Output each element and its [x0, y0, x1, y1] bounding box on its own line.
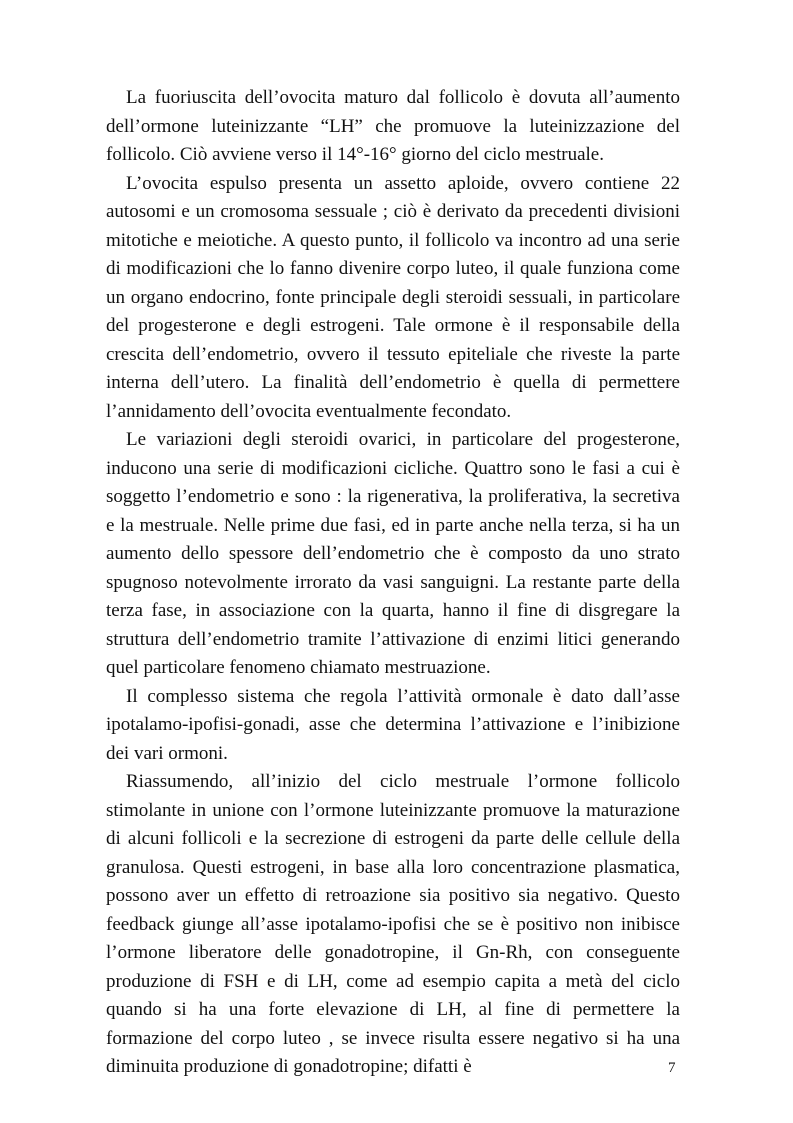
paragraph-corpus-luteum: L’ovocita espulso presenta un assetto aploide, ovvero contiene 22 autosomi e un cromosoma sessuale ; ciò è derivato da precedenti divisioni mitotiche e meiotiche. A questo punto, il follicolo va incontro ad una serie di modificazioni che lo fanno divenire corpo luteo, il quale funziona come un organo endocrino, fonte principale degli steroidi sessuali, in particolare del progesterone e degli estrogeni. Tale ormone è il responsabile della crescita dell’endometrio, ovvero il tessuto epiteliale che riveste la parte interna dell’utero. La finalità dell’endometrio è quella di permettere l’annidamento dell’ovocita eventualmente fecondato.: [106, 172, 680, 422]
paragraph-hormonal-axis: Il complesso sistema che regola l’attività ormonale è dato dall’asse ipotalamo-ipofisi-gonadi, asse che determina l’attivazione e l’inibizione dei vari ormoni.: [106, 685, 680, 764]
paragraph-endometrial-phases: Le variazioni degli steroidi ovarici, in particolare del progesterone, inducono una serie di modificazioni cicliche. Quattro sono le fasi a cui è soggetto l’endometrio e sono : la rigenerativa, la proliferativa, la secretiva e la mestruale. Nelle prime due fasi, ed in parte anche nella terza, si ha un aumento dello spessore dell’endometrio che è composto da uno strato spugnoso notevolmente irrorato da vasi sanguigni. La restante parte della terza fase, in associazione con la quarta, hanno il fine di disgregare la struttura dell’endometrio tramite l’attivazione di enzimi litici generando quel particolare fenomeno chiamato mestruazione.: [106, 429, 680, 678]
paragraph-summary: Riassumendo, all’inizio del ciclo mestruale l’ormone follicolo stimolante in unione con l’ormone luteinizzante promuove la maturazione di alcuni follicoli e la secrezione di estrogeni da parte delle cellule della granulosa. Questi estrogeni, in base alla loro concentrazione plasmatica, possono aver un effetto di retroazione sia positivo sia negativo. Questo feedback giunge all’asse ipotalamo-ipofisi che se è positivo non inibisce l’ormone liberatore delle gonadotropine, il Gn-Rh, con conseguente produzione di FSH e di LH, come ad esempio capita a metà del ciclo quando si ha una forte elevazione di LH, al fine di permettere la formazione del corpo luteo , se invece risulta essere negativo si ha una diminuita produzione di gonadotropine; difatti è: [106, 771, 680, 1077]
page-number: 7: [668, 1060, 676, 1076]
paragraph-ovulation: La fuoriuscita dell’ovocita maturo dal follicolo è dovuta all’aumento dell’ormone luteinizzante “LH” che promuove la luteinizzazione del follicolo. Ciò avviene verso il 14°-16° giorno del ciclo mestruale.: [106, 87, 680, 165]
body-text: [106, 84, 680, 1082]
